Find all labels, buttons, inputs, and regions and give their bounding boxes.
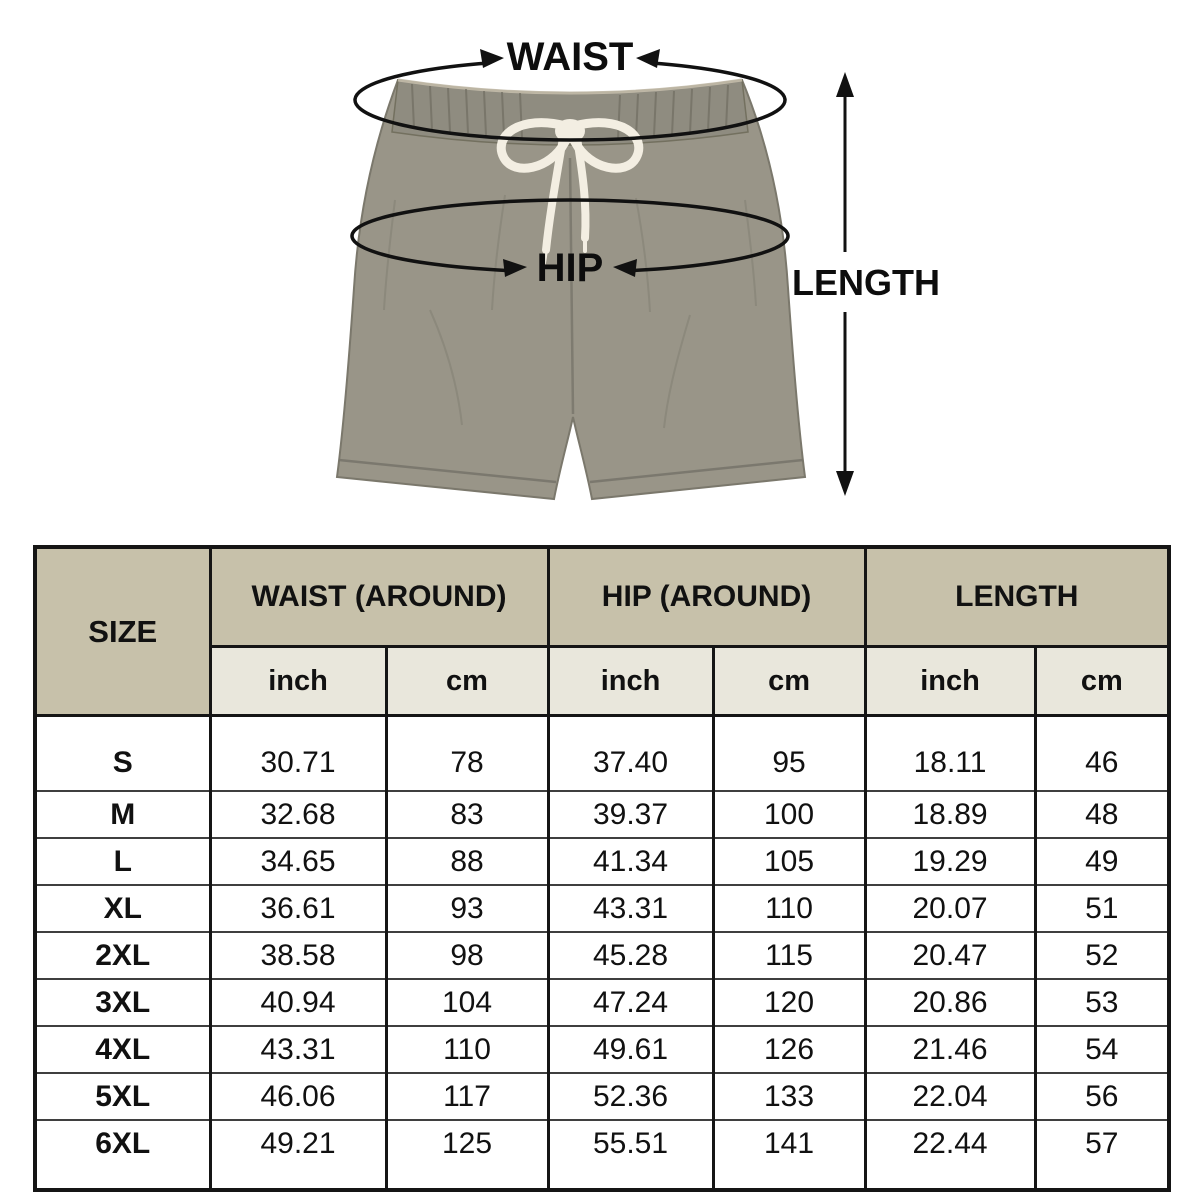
value-cell: 20.07: [865, 885, 1035, 932]
waist-group-header: WAIST (AROUND): [210, 547, 548, 647]
value-cell: 49: [1035, 838, 1169, 885]
unit-header-inch: inch: [210, 647, 386, 716]
value-cell: 34.65: [210, 838, 386, 885]
size-cell: S: [35, 716, 210, 792]
unit-header-inch: inch: [548, 647, 713, 716]
size-cell: 3XL: [35, 979, 210, 1026]
value-cell: 49.21: [210, 1120, 386, 1190]
table-row: [35, 791, 1169, 838]
table-row: [35, 885, 1169, 932]
value-cell: 22.44: [865, 1120, 1035, 1190]
value-cell: 41.34: [548, 838, 713, 885]
unit-header-cm: cm: [386, 647, 548, 716]
unit-header-cm: cm: [1035, 647, 1169, 716]
size-cell: L: [35, 838, 210, 885]
value-cell: 49.61: [548, 1026, 713, 1073]
table-row: [35, 1073, 1169, 1120]
table-row: [35, 979, 1169, 1026]
value-cell: 47.24: [548, 979, 713, 1026]
value-cell: 22.04: [865, 1073, 1035, 1120]
value-cell: 117: [386, 1073, 548, 1120]
value-cell: 40.94: [210, 979, 386, 1026]
value-cell: 83: [386, 791, 548, 838]
table-row: [35, 716, 1169, 792]
length-group-header: LENGTH: [865, 547, 1169, 647]
value-cell: 51: [1035, 885, 1169, 932]
table-row: [35, 1026, 1169, 1073]
value-cell: 21.46: [865, 1026, 1035, 1073]
size-column-header: SIZE: [35, 547, 210, 716]
value-cell: 43.31: [548, 885, 713, 932]
hip-group-header: HIP (AROUND): [548, 547, 865, 647]
waist-arrow-right: [636, 49, 660, 68]
value-cell: 39.37: [548, 791, 713, 838]
value-cell: 38.58: [210, 932, 386, 979]
value-cell: 100: [713, 791, 865, 838]
value-cell: 52: [1035, 932, 1169, 979]
value-cell: 88: [386, 838, 548, 885]
value-cell: 52.36: [548, 1073, 713, 1120]
waist-label: WAIST: [506, 35, 634, 79]
value-cell: 18.11: [865, 716, 1035, 792]
value-cell: 48: [1035, 791, 1169, 838]
size-cell: XL: [35, 885, 210, 932]
size-guide-figure: [0, 0, 1200, 540]
unit-header-cm: cm: [713, 647, 865, 716]
value-cell: 115: [713, 932, 865, 979]
size-table: [33, 545, 1171, 1192]
value-cell: 93: [386, 885, 548, 932]
value-cell: 95: [713, 716, 865, 792]
value-cell: 46.06: [210, 1073, 386, 1120]
value-cell: 110: [386, 1026, 548, 1073]
value-cell: 32.68: [210, 791, 386, 838]
table-row: [35, 838, 1169, 885]
value-cell: 20.47: [865, 932, 1035, 979]
size-cell: M: [35, 791, 210, 838]
size-rows: [35, 716, 1169, 1191]
value-cell: 30.71: [210, 716, 386, 792]
table-group-header-row: [35, 547, 1169, 647]
value-cell: 104: [386, 979, 548, 1026]
value-cell: 98: [386, 932, 548, 979]
value-cell: 141: [713, 1120, 865, 1190]
value-cell: 36.61: [210, 885, 386, 932]
value-cell: 19.29: [865, 838, 1035, 885]
value-cell: 45.28: [548, 932, 713, 979]
hip-label: HIP: [536, 246, 604, 290]
value-cell: 110: [713, 885, 865, 932]
value-cell: 133: [713, 1073, 865, 1120]
value-cell: 46: [1035, 716, 1169, 792]
waist-arrow-left: [480, 49, 504, 68]
table-row: [35, 1120, 1169, 1190]
length-label: LENGTH: [792, 262, 940, 303]
value-cell: 56: [1035, 1073, 1169, 1120]
unit-header-inch: inch: [865, 647, 1035, 716]
value-cell: 18.89: [865, 791, 1035, 838]
size-cell: 5XL: [35, 1073, 210, 1120]
value-cell: 125: [386, 1120, 548, 1190]
value-cell: 57: [1035, 1120, 1169, 1190]
value-cell: 78: [386, 716, 548, 792]
value-cell: 53: [1035, 979, 1169, 1026]
value-cell: 20.86: [865, 979, 1035, 1026]
value-cell: 54: [1035, 1026, 1169, 1073]
value-cell: 37.40: [548, 716, 713, 792]
size-cell: 2XL: [35, 932, 210, 979]
size-cell: 6XL: [35, 1120, 210, 1190]
value-cell: 55.51: [548, 1120, 713, 1190]
table-row: [35, 932, 1169, 979]
value-cell: 126: [713, 1026, 865, 1073]
value-cell: 43.31: [210, 1026, 386, 1073]
value-cell: 105: [713, 838, 865, 885]
size-cell: 4XL: [35, 1026, 210, 1073]
value-cell: 120: [713, 979, 865, 1026]
